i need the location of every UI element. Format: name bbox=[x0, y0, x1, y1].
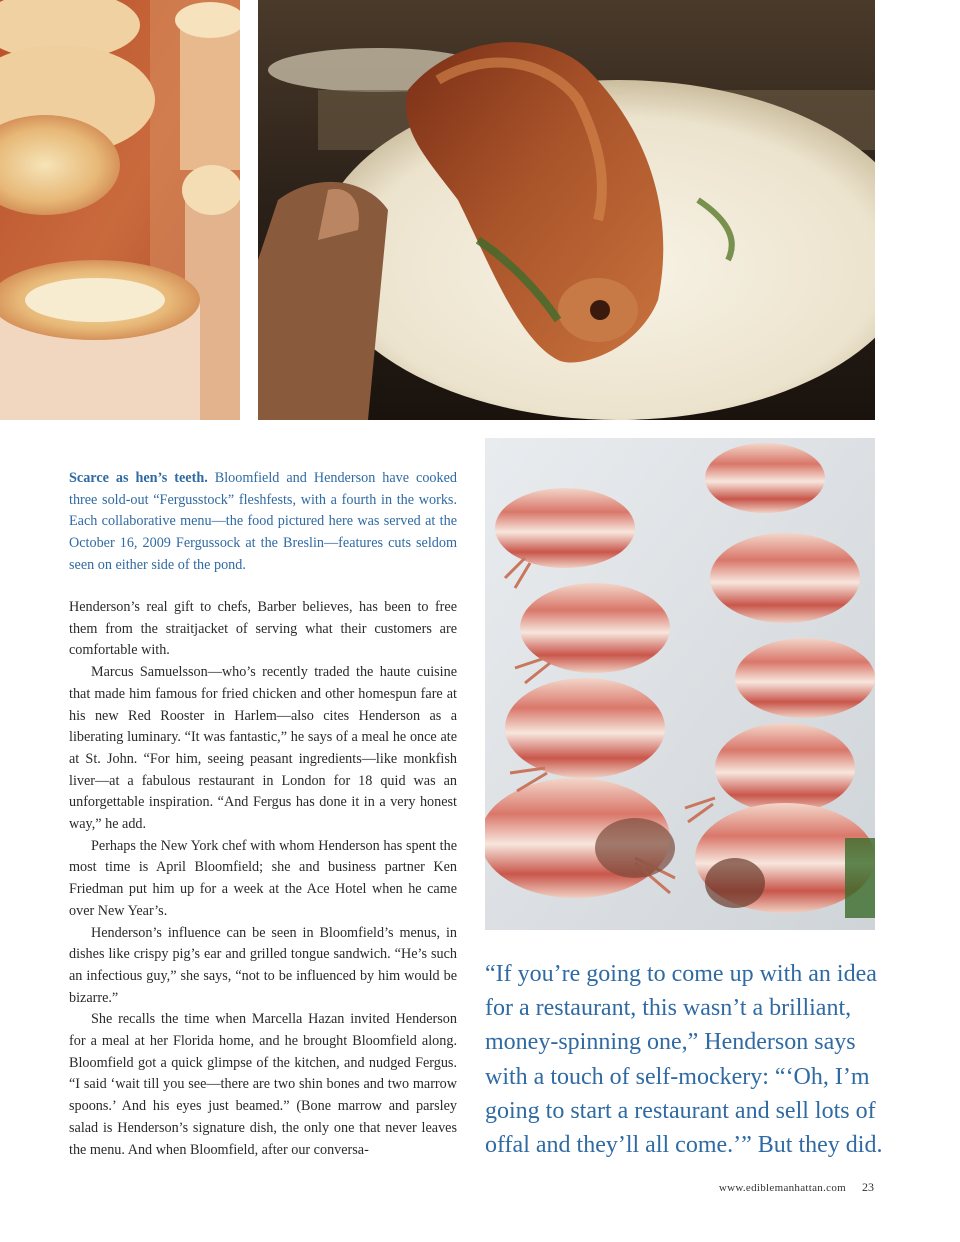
article-paragraph: She recalls the time when Marcella Hazan invited Henderson for a meal at her Florida home, and he brought Bloomfield along. Bloomfield got a quick glimpse of the kitchen, and nudged Fergus. “I said ‘wait till you see—there are two shin bones and two marrow spoons.’ And his eyes just beamed.” (Bone marrow and parsley salad is Henderson’s signature dish, the only one that never leaves the menu. And when Bloomfield, after our conversa- bbox=[69, 1011, 457, 1158]
pull-quote: “If you’re going to come up with an idea for a restaurant, this wasn’t a brilliant, money-spinning one,” Henderson says with a touch of self-mockery: “‘Oh, I’m going to start a restaurant and sell lots of offal and they’ll all come.’” But they did. bbox=[485, 961, 883, 1159]
website-url: www.ediblemanhattan.com bbox=[718, 1182, 846, 1194]
article-body bbox=[69, 597, 457, 1161]
page-footer bbox=[719, 1180, 874, 1195]
page-number: 23 bbox=[862, 1180, 874, 1194]
bacon-wrapped-birds-photo bbox=[485, 438, 875, 930]
article-paragraph: Henderson’s influence can be seen in Bloomfield’s menus, in dishes like crispy pig’s ear and grilled tongue sandwich. “He’s such an infectious guy,” she says, “not to be influenced by him would be bizarre.” bbox=[69, 924, 457, 1006]
photo-caption bbox=[69, 468, 457, 577]
article-paragraph: Marcus Samuelsson—who’s recently traded the haute cuisine that made him famous for fried chicken and other homespun fare at his new Red Rooster in Harlem—also cites Henderson as a liberating luminary. “It was fantastic,” he says of a meal he once ate at St. John. “For him, seeing peasant ingredients—like monkfish liver—at a fabulous restaurant in London for 18 quid was an unforgettable inspiration. “And Fergus has done it in a very honest way,” he add. bbox=[69, 664, 457, 833]
marrow-bones-photo bbox=[0, 0, 240, 420]
article-paragraph: Henderson’s real gift to chefs, Barber believes, has been to free them from the straitjacket of serving what their customers are comfortable with. bbox=[69, 599, 457, 659]
roast-pork-plate-photo bbox=[258, 0, 875, 420]
caption-text: Bloomfield and Henderson have cooked three sold-out “Fergusstock” fleshfests, with a fourth in the works. Each collaborative menu—the food pictured here was served at the October 16, 2009 Fergussock at the Breslin—features cuts seldom seen on either side of the pond. bbox=[69, 470, 458, 573]
caption-lead: Scarce as hen’s teeth. bbox=[69, 470, 208, 486]
article-paragraph: Perhaps the New York chef with whom Henderson has spent the most time is April Bloomfield; she and business partner Ken Friedman put him up for a week at the Ace Hotel when he came over New Year’s. bbox=[69, 837, 457, 919]
